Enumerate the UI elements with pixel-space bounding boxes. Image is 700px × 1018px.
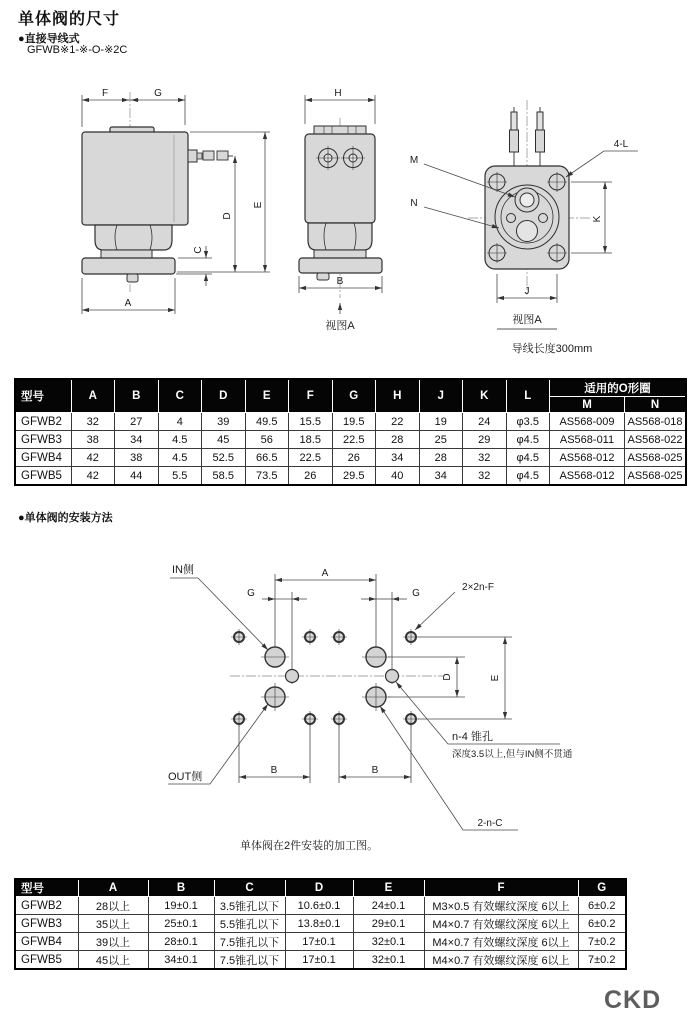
cell: 24 bbox=[463, 413, 507, 431]
cell: 32 bbox=[71, 413, 115, 431]
col-header: N bbox=[625, 397, 687, 413]
cell: 7.5锥孔以下 bbox=[214, 933, 285, 951]
cell: 25 bbox=[419, 431, 463, 449]
table-row bbox=[15, 431, 686, 449]
cell: 66.5 bbox=[245, 449, 289, 467]
cell: φ4.5 bbox=[506, 449, 550, 467]
dim-label-a: A bbox=[124, 298, 132, 309]
dim-label-e: E bbox=[253, 201, 264, 209]
mounting-holes bbox=[231, 629, 419, 727]
cell: 19±0.1 bbox=[148, 897, 214, 915]
col-header: H bbox=[376, 379, 420, 413]
cell: AS568-012 bbox=[550, 449, 625, 467]
col-header: M bbox=[550, 397, 625, 413]
mounting-holes-c-label: 2-n-C bbox=[477, 818, 503, 829]
cell: 24±0.1 bbox=[353, 897, 424, 915]
view-a-label: 视图A bbox=[325, 320, 355, 332]
cell: 38 bbox=[71, 431, 115, 449]
model-cell: GFWB2 bbox=[15, 413, 71, 431]
table-row bbox=[15, 897, 626, 915]
col-header: E bbox=[245, 379, 289, 413]
model-cell: GFWB4 bbox=[15, 449, 71, 467]
cell: 10.6±0.1 bbox=[285, 897, 353, 915]
dim-label-h: H bbox=[334, 88, 342, 99]
dim-label-k: K bbox=[592, 215, 603, 223]
cell: 4 bbox=[158, 413, 202, 431]
dim-label-d: D bbox=[442, 673, 453, 681]
dim-label-a: A bbox=[321, 568, 329, 579]
mounting-method-heading: ●单体阀的安装方法 bbox=[18, 512, 113, 524]
col-header: L bbox=[506, 379, 550, 413]
dim-label-d: D bbox=[222, 212, 233, 220]
mounting-holes-f-label: 2×2n-F bbox=[462, 582, 494, 593]
cell: AS568-011 bbox=[550, 431, 625, 449]
cell: 28 bbox=[376, 431, 420, 449]
dim-label-b: B bbox=[371, 765, 379, 776]
cell: 22.5 bbox=[289, 449, 333, 467]
cell: 19 bbox=[419, 413, 463, 431]
dimension-table bbox=[14, 378, 685, 486]
cell: 45 bbox=[202, 431, 246, 449]
col-header: J bbox=[419, 379, 463, 413]
cell: M3×0.5 有效螺纹深度 6以上 bbox=[424, 897, 578, 915]
table-row bbox=[15, 467, 686, 486]
wire-length-note: 导线长度300mm bbox=[511, 343, 593, 355]
mounting-table-grid bbox=[14, 878, 627, 970]
dim-label-j: J bbox=[524, 286, 530, 297]
dim-label-b: B bbox=[270, 765, 278, 776]
mounting-caption: 单体阀在2件安装的加工图。 bbox=[240, 840, 379, 852]
col-header: D bbox=[202, 379, 246, 413]
mounting-table bbox=[14, 878, 625, 970]
cell: 34±0.1 bbox=[148, 951, 214, 970]
table-header-row bbox=[15, 379, 686, 397]
cell: 52.5 bbox=[202, 449, 246, 467]
col-header: G bbox=[332, 379, 376, 413]
cell: 22 bbox=[376, 413, 420, 431]
cell: 27 bbox=[115, 413, 159, 431]
side-view bbox=[82, 92, 233, 292]
cell: 58.5 bbox=[202, 467, 246, 486]
out-side-label: OUT侧 bbox=[168, 771, 203, 783]
col-header: B bbox=[115, 379, 159, 413]
table-header-row bbox=[15, 879, 626, 897]
col-header-model: 型号 bbox=[15, 879, 78, 897]
cell: AS568-012 bbox=[550, 467, 625, 486]
cell: AS568-025 bbox=[625, 449, 687, 467]
cell: 42 bbox=[71, 467, 115, 486]
dim-label-g: G bbox=[412, 588, 420, 599]
cell: 42 bbox=[71, 449, 115, 467]
view-a-label: 视图A bbox=[512, 314, 542, 326]
dimension-table-grid bbox=[14, 378, 687, 486]
cell: 5.5锥孔以下 bbox=[214, 915, 285, 933]
cell: M4×0.7 有效螺纹深度 6以上 bbox=[424, 933, 578, 951]
dim-label-f: F bbox=[101, 88, 109, 99]
cell: AS568-025 bbox=[625, 467, 687, 486]
col-header: F bbox=[424, 879, 578, 897]
col-header: C bbox=[214, 879, 285, 897]
cell: 28±0.1 bbox=[148, 933, 214, 951]
table-row bbox=[15, 933, 626, 951]
page-title: 单体阀的尺寸 bbox=[18, 11, 121, 28]
col-header: A bbox=[71, 379, 115, 413]
cell: 34 bbox=[376, 449, 420, 467]
cell: 40 bbox=[376, 467, 420, 486]
cell: 19.5 bbox=[332, 413, 376, 431]
valve-dimension-drawing bbox=[0, 60, 700, 378]
cell: 73.5 bbox=[245, 467, 289, 486]
cell: 7.5锥孔以下 bbox=[214, 951, 285, 970]
cell: 29±0.1 bbox=[353, 915, 424, 933]
cell: 4.5 bbox=[158, 431, 202, 449]
taper-depth-note: 深度3.5以上,但与IN侧不贯通 bbox=[452, 749, 573, 760]
col-header: A bbox=[78, 879, 148, 897]
model-cell: GFWB3 bbox=[15, 431, 71, 449]
cell: 17±0.1 bbox=[285, 951, 353, 970]
cell: 34 bbox=[419, 467, 463, 486]
bottom-view bbox=[468, 100, 590, 295]
cell: 32 bbox=[463, 449, 507, 467]
cell: 45以上 bbox=[78, 951, 148, 970]
cell: 6±0.2 bbox=[578, 897, 626, 915]
cell: 29.5 bbox=[332, 467, 376, 486]
cell: 25±0.1 bbox=[148, 915, 214, 933]
dim-label-4l: 4-L bbox=[613, 139, 629, 150]
cell: M4×0.7 有效螺纹深度 6以上 bbox=[424, 951, 578, 970]
taper-hole-label: n-4 锥孔 bbox=[452, 731, 493, 743]
cell: 6±0.2 bbox=[578, 915, 626, 933]
cell: 17±0.1 bbox=[285, 933, 353, 951]
col-header: F bbox=[289, 379, 333, 413]
col-header-oring-group: 适用的O形圈 bbox=[550, 379, 687, 397]
cell: φ3.5 bbox=[506, 413, 550, 431]
dim-label-e: E bbox=[490, 674, 501, 682]
cell: φ4.5 bbox=[506, 467, 550, 486]
cell: AS568-018 bbox=[625, 413, 687, 431]
dim-label-g: G bbox=[247, 588, 255, 599]
dim-label-g: G bbox=[154, 88, 162, 99]
cell: 28 bbox=[419, 449, 463, 467]
dim-label-c: C bbox=[193, 246, 204, 254]
model-cell: GFWB5 bbox=[15, 951, 78, 970]
dim-label-n: N bbox=[410, 198, 418, 209]
cell: 29 bbox=[463, 431, 507, 449]
dim-label-m: M bbox=[409, 155, 419, 166]
cell: 26 bbox=[332, 449, 376, 467]
table-row bbox=[15, 915, 626, 933]
cell: AS568-022 bbox=[625, 431, 687, 449]
col-header: D bbox=[285, 879, 353, 897]
col-header: B bbox=[148, 879, 214, 897]
mounting-dimension-lines bbox=[168, 578, 560, 830]
cell: 28以上 bbox=[78, 897, 148, 915]
model-cell: GFWB5 bbox=[15, 467, 71, 486]
cell: M4×0.7 有效螺纹深度 6以上 bbox=[424, 915, 578, 933]
front-view bbox=[299, 118, 382, 298]
table-row bbox=[15, 449, 686, 467]
col-header: G bbox=[578, 879, 626, 897]
cell: 3.5锥孔以下 bbox=[214, 897, 285, 915]
cell: 5.5 bbox=[158, 467, 202, 486]
cell: 18.5 bbox=[289, 431, 333, 449]
model-cell: GFWB2 bbox=[15, 897, 78, 915]
cell: 38 bbox=[115, 449, 159, 467]
col-header: C bbox=[158, 379, 202, 413]
ckd-logo: CKD bbox=[604, 986, 662, 1014]
model-cell: GFWB4 bbox=[15, 933, 78, 951]
cell: 32±0.1 bbox=[353, 933, 424, 951]
cell: 4.5 bbox=[158, 449, 202, 467]
cell: 34 bbox=[115, 431, 159, 449]
cell: 49.5 bbox=[245, 413, 289, 431]
cell: 32±0.1 bbox=[353, 951, 424, 970]
col-header-model: 型号 bbox=[15, 379, 71, 413]
cell: 39 bbox=[202, 413, 246, 431]
cell: φ4.5 bbox=[506, 431, 550, 449]
cell: AS568-009 bbox=[550, 413, 625, 431]
cell: 35以上 bbox=[78, 915, 148, 933]
col-header: K bbox=[463, 379, 507, 413]
cell: 22.5 bbox=[332, 431, 376, 449]
dim-label-b: B bbox=[336, 276, 344, 287]
cell: 44 bbox=[115, 467, 159, 486]
mounting-pattern-drawing bbox=[0, 528, 700, 860]
model-cell: GFWB3 bbox=[15, 915, 78, 933]
wiring-type-heading: ●直接导线式 bbox=[18, 33, 80, 45]
cell: 15.5 bbox=[289, 413, 333, 431]
col-header: E bbox=[353, 879, 424, 897]
cell: 7±0.2 bbox=[578, 933, 626, 951]
table-row bbox=[15, 413, 686, 431]
cell: 13.8±0.1 bbox=[285, 915, 353, 933]
table-row bbox=[15, 951, 626, 970]
cell: 7±0.2 bbox=[578, 951, 626, 970]
cell: 39以上 bbox=[78, 933, 148, 951]
in-side-label: IN侧 bbox=[172, 564, 194, 576]
cell: 56 bbox=[245, 431, 289, 449]
model-code: GFWB※1-※-O-※2C bbox=[27, 44, 128, 56]
cell: 32 bbox=[463, 467, 507, 486]
cell: 26 bbox=[289, 467, 333, 486]
